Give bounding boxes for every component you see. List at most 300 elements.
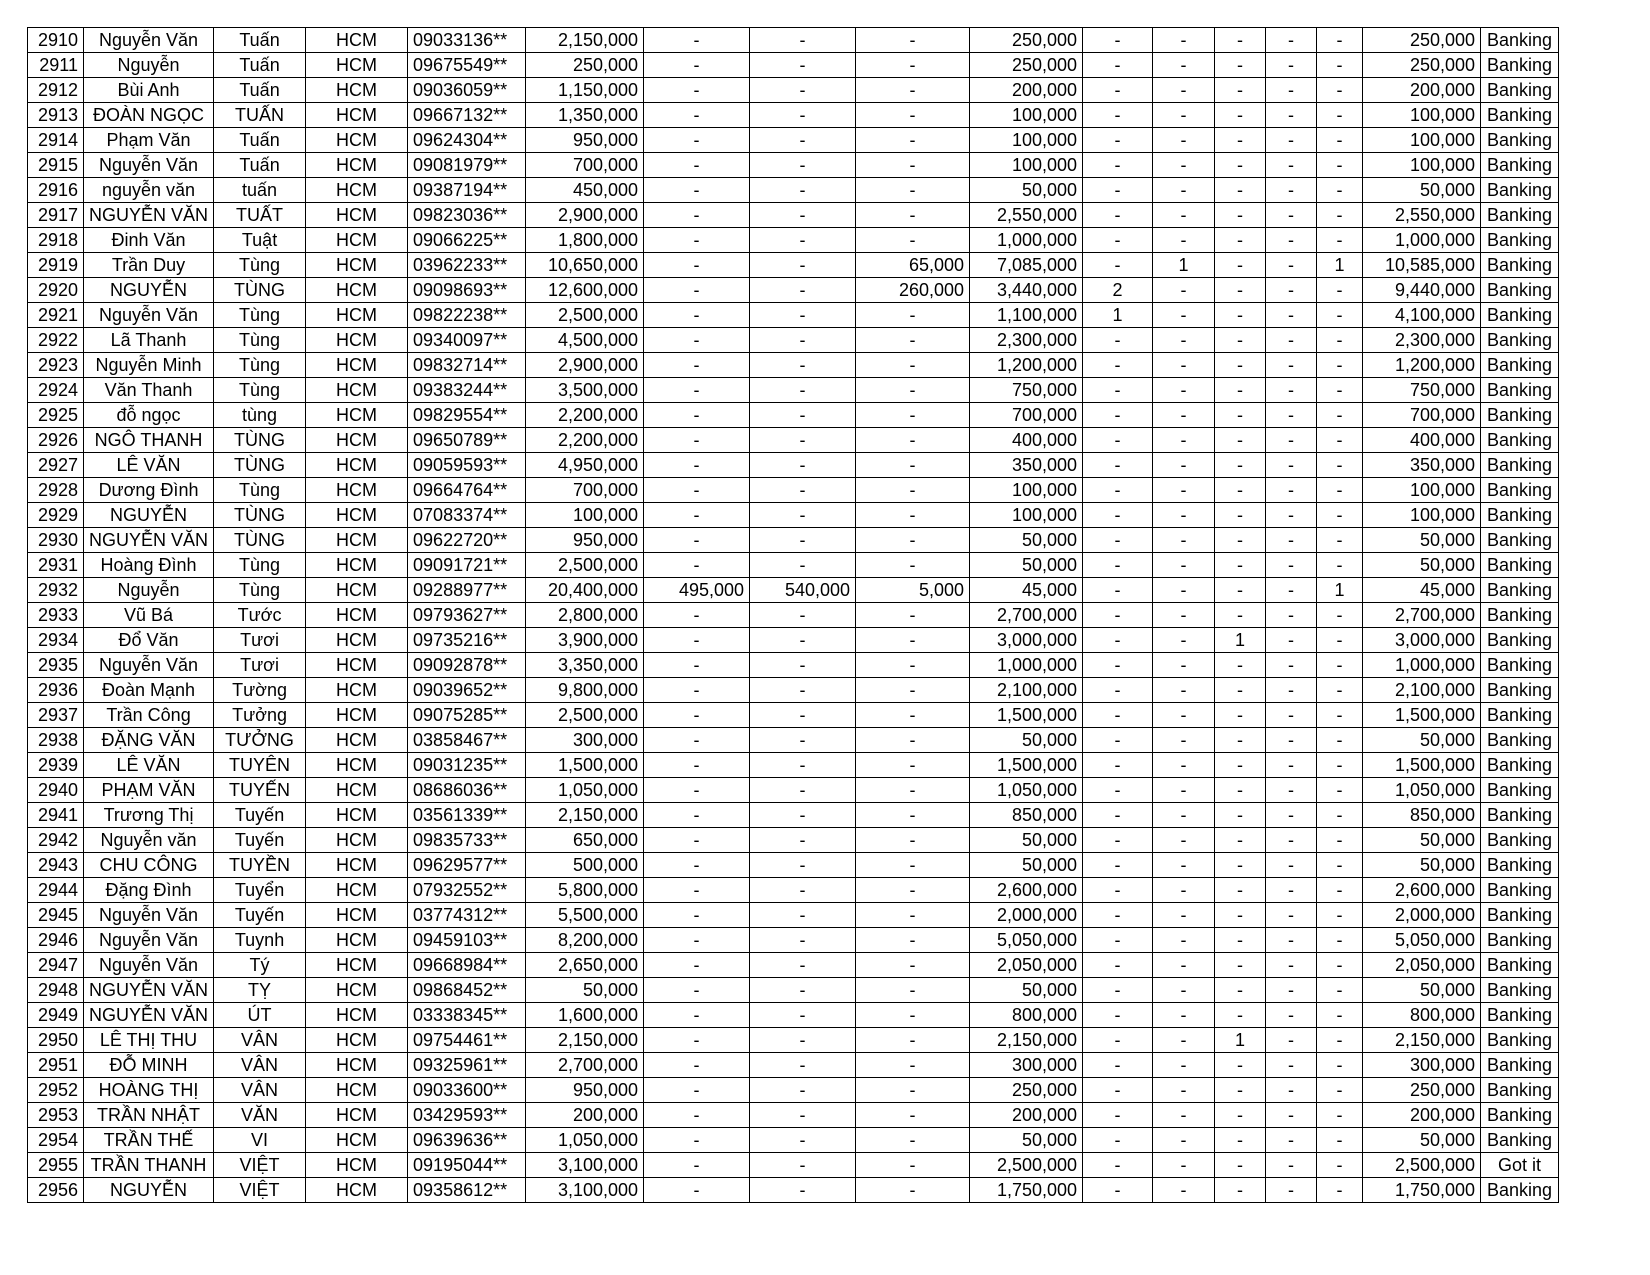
table-row — [28, 353, 1559, 378]
cell-amount: 2,500,000 — [526, 303, 644, 328]
cell-first-name: TUYẾN — [214, 778, 306, 803]
cell-payment-method: Banking — [1481, 703, 1559, 728]
table-row — [28, 728, 1559, 753]
cell-col-h: - — [750, 103, 856, 128]
cell-col-g: - — [644, 1153, 750, 1178]
table-row — [28, 328, 1559, 353]
cell-flag-b: - — [1153, 203, 1215, 228]
cell-flag-e: - — [1317, 528, 1363, 553]
cell-phone: 09667132** — [408, 103, 526, 128]
cell-flag-d: - — [1266, 1078, 1317, 1103]
cell-col-h: - — [750, 1003, 856, 1028]
table-row — [28, 103, 1559, 128]
cell-col-g: - — [644, 1003, 750, 1028]
cell-total-amount: 100,000 — [1363, 128, 1481, 153]
cell-total-amount: 5,050,000 — [1363, 928, 1481, 953]
cell-paid-amount: 50,000 — [970, 528, 1083, 553]
cell-col-h: - — [750, 428, 856, 453]
cell-total-amount: 50,000 — [1363, 553, 1481, 578]
cell-city: HCM — [306, 928, 408, 953]
cell-payment-method: Banking — [1481, 428, 1559, 453]
cell-col-g: - — [644, 778, 750, 803]
cell-col-i: - — [856, 53, 970, 78]
cell-last-middle-name: Đổ Văn — [84, 628, 214, 653]
cell-amount: 1,150,000 — [526, 78, 644, 103]
cell-payment-method: Got it — [1481, 1153, 1559, 1178]
cell-flag-e: - — [1317, 778, 1363, 803]
cell-col-g: - — [644, 1178, 750, 1203]
cell-first-name: TUYÊN — [214, 753, 306, 778]
cell-col-h: - — [750, 1128, 856, 1153]
cell-amount: 300,000 — [526, 728, 644, 753]
cell-payment-method: Banking — [1481, 53, 1559, 78]
cell-flag-b: - — [1153, 1028, 1215, 1053]
table-row — [28, 453, 1559, 478]
cell-amount: 1,050,000 — [526, 1128, 644, 1153]
cell-last-middle-name: NGUYỄN VĂN — [84, 203, 214, 228]
cell-row-number: 2927 — [28, 453, 84, 478]
cell-col-h: - — [750, 903, 856, 928]
cell-paid-amount: 850,000 — [970, 803, 1083, 828]
cell-amount: 700,000 — [526, 153, 644, 178]
cell-col-h: - — [750, 603, 856, 628]
cell-col-h: 540,000 — [750, 578, 856, 603]
table-row — [28, 953, 1559, 978]
cell-flag-d: - — [1266, 1128, 1317, 1153]
cell-city: HCM — [306, 403, 408, 428]
table-row — [28, 78, 1559, 103]
cell-first-name: Tuynh — [214, 928, 306, 953]
table-row — [28, 1078, 1559, 1103]
cell-phone: 09033600** — [408, 1078, 526, 1103]
cell-amount: 650,000 — [526, 828, 644, 853]
cell-amount: 1,500,000 — [526, 753, 644, 778]
cell-flag-e: - — [1317, 303, 1363, 328]
cell-flag-b: - — [1153, 303, 1215, 328]
cell-flag-d: - — [1266, 878, 1317, 903]
cell-flag-c: - — [1215, 228, 1266, 253]
table-row — [28, 1003, 1559, 1028]
cell-flag-b: - — [1153, 328, 1215, 353]
cell-first-name: Tuyến — [214, 803, 306, 828]
cell-payment-method: Banking — [1481, 753, 1559, 778]
cell-flag-d: - — [1266, 178, 1317, 203]
cell-flag-e: - — [1317, 628, 1363, 653]
cell-amount: 950,000 — [526, 1078, 644, 1103]
cell-paid-amount: 1,000,000 — [970, 653, 1083, 678]
cell-flag-a: - — [1083, 228, 1153, 253]
cell-row-number: 2917 — [28, 203, 84, 228]
cell-row-number: 2949 — [28, 1003, 84, 1028]
cell-row-number: 2940 — [28, 778, 84, 803]
cell-last-middle-name: NGÔ THANH — [84, 428, 214, 453]
cell-amount: 3,100,000 — [526, 1153, 644, 1178]
cell-flag-a: - — [1083, 1003, 1153, 1028]
cell-first-name: tùng — [214, 403, 306, 428]
cell-phone: 09629577** — [408, 853, 526, 878]
cell-col-i: - — [856, 1103, 970, 1128]
cell-phone: 09325961** — [408, 1053, 526, 1078]
cell-col-i: - — [856, 203, 970, 228]
table-row — [28, 228, 1559, 253]
cell-paid-amount: 750,000 — [970, 378, 1083, 403]
cell-amount: 12,600,000 — [526, 278, 644, 303]
cell-phone: 03774312** — [408, 903, 526, 928]
cell-first-name: Tước — [214, 603, 306, 628]
cell-total-amount: 1,050,000 — [1363, 778, 1481, 803]
cell-col-i: - — [856, 678, 970, 703]
cell-flag-d: - — [1266, 628, 1317, 653]
cell-phone: 09459103** — [408, 928, 526, 953]
cell-flag-b: - — [1153, 353, 1215, 378]
table-row — [28, 653, 1559, 678]
cell-flag-a: - — [1083, 578, 1153, 603]
cell-col-i: - — [856, 328, 970, 353]
cell-total-amount: 4,100,000 — [1363, 303, 1481, 328]
cell-col-g: - — [644, 28, 750, 53]
cell-col-g: - — [644, 728, 750, 753]
cell-city: HCM — [306, 678, 408, 703]
cell-flag-c: - — [1215, 78, 1266, 103]
cell-total-amount: 250,000 — [1363, 28, 1481, 53]
cell-last-middle-name: LÊ THỊ THU — [84, 1028, 214, 1053]
cell-city: HCM — [306, 728, 408, 753]
cell-flag-c: - — [1215, 1128, 1266, 1153]
cell-col-g: - — [644, 78, 750, 103]
cell-flag-e: - — [1317, 553, 1363, 578]
cell-row-number: 2913 — [28, 103, 84, 128]
cell-flag-c: - — [1215, 978, 1266, 1003]
cell-col-h: - — [750, 328, 856, 353]
cell-flag-c: - — [1215, 28, 1266, 53]
cell-first-name: TÙNG — [214, 428, 306, 453]
cell-col-i: - — [856, 1178, 970, 1203]
cell-flag-e: - — [1317, 1078, 1363, 1103]
cell-paid-amount: 100,000 — [970, 478, 1083, 503]
cell-flag-a: - — [1083, 878, 1153, 903]
cell-flag-d: - — [1266, 203, 1317, 228]
table-row — [28, 1028, 1559, 1053]
cell-col-h: - — [750, 728, 856, 753]
cell-amount: 200,000 — [526, 1103, 644, 1128]
cell-paid-amount: 1,100,000 — [970, 303, 1083, 328]
cell-city: HCM — [306, 653, 408, 678]
cell-flag-a: - — [1083, 528, 1153, 553]
cell-row-number: 2945 — [28, 903, 84, 928]
table-row — [28, 828, 1559, 853]
cell-flag-b: - — [1153, 828, 1215, 853]
cell-col-g: - — [644, 153, 750, 178]
cell-flag-d: - — [1266, 803, 1317, 828]
cell-col-i: - — [856, 1128, 970, 1153]
cell-flag-d: - — [1266, 78, 1317, 103]
cell-city: HCM — [306, 803, 408, 828]
cell-flag-e: - — [1317, 753, 1363, 778]
cell-last-middle-name: ĐOÀN NGỌC — [84, 103, 214, 128]
cell-payment-method: Banking — [1481, 528, 1559, 553]
cell-paid-amount: 1,200,000 — [970, 353, 1083, 378]
cell-flag-b: - — [1153, 728, 1215, 753]
cell-amount: 10,650,000 — [526, 253, 644, 278]
cell-col-g: - — [644, 303, 750, 328]
cell-flag-b: - — [1153, 578, 1215, 603]
cell-last-middle-name: Dương Đình — [84, 478, 214, 503]
table-row — [28, 303, 1559, 328]
cell-amount: 2,800,000 — [526, 603, 644, 628]
cell-col-h: - — [750, 1178, 856, 1203]
cell-payment-method: Banking — [1481, 578, 1559, 603]
cell-total-amount: 800,000 — [1363, 1003, 1481, 1028]
cell-amount: 250,000 — [526, 53, 644, 78]
cell-col-g: - — [644, 478, 750, 503]
cell-phone: 09031235** — [408, 753, 526, 778]
cell-flag-a: - — [1083, 53, 1153, 78]
table-row — [28, 128, 1559, 153]
cell-first-name: Tuấn — [214, 153, 306, 178]
cell-flag-b: - — [1153, 1053, 1215, 1078]
cell-city: HCM — [306, 253, 408, 278]
cell-amount: 700,000 — [526, 478, 644, 503]
cell-last-middle-name: NGUYỄN — [84, 278, 214, 303]
cell-amount: 4,950,000 — [526, 453, 644, 478]
table-row — [28, 428, 1559, 453]
cell-flag-a: - — [1083, 253, 1153, 278]
cell-row-number: 2930 — [28, 528, 84, 553]
cell-flag-e: - — [1317, 378, 1363, 403]
cell-total-amount: 1,750,000 — [1363, 1178, 1481, 1203]
cell-phone: 09066225** — [408, 228, 526, 253]
cell-flag-a: - — [1083, 603, 1153, 628]
cell-flag-b: - — [1153, 403, 1215, 428]
cell-first-name: Tươi — [214, 628, 306, 653]
cell-col-i: - — [856, 828, 970, 853]
cell-flag-b: - — [1153, 903, 1215, 928]
cell-flag-e: 1 — [1317, 578, 1363, 603]
cell-col-h: - — [750, 828, 856, 853]
cell-first-name: VĂN — [214, 1103, 306, 1128]
cell-flag-d: - — [1266, 128, 1317, 153]
cell-payment-method: Banking — [1481, 1053, 1559, 1078]
cell-paid-amount: 800,000 — [970, 1003, 1083, 1028]
cell-paid-amount: 200,000 — [970, 1103, 1083, 1128]
cell-flag-b: - — [1153, 528, 1215, 553]
cell-total-amount: 3,000,000 — [1363, 628, 1481, 653]
cell-col-h: - — [750, 803, 856, 828]
table-row — [28, 603, 1559, 628]
cell-total-amount: 2,550,000 — [1363, 203, 1481, 228]
records-table-body — [28, 28, 1559, 1203]
cell-first-name: TÙNG — [214, 528, 306, 553]
cell-flag-a: - — [1083, 1078, 1153, 1103]
cell-col-h: - — [750, 378, 856, 403]
cell-payment-method: Banking — [1481, 253, 1559, 278]
cell-row-number: 2950 — [28, 1028, 84, 1053]
cell-amount: 2,900,000 — [526, 203, 644, 228]
cell-col-g: - — [644, 703, 750, 728]
cell-amount: 450,000 — [526, 178, 644, 203]
cell-col-g: - — [644, 528, 750, 553]
cell-city: HCM — [306, 78, 408, 103]
cell-flag-c: - — [1215, 253, 1266, 278]
cell-amount: 3,900,000 — [526, 628, 644, 653]
cell-flag-e: - — [1317, 1103, 1363, 1128]
cell-flag-e: - — [1317, 653, 1363, 678]
cell-col-g: - — [644, 628, 750, 653]
cell-flag-d: - — [1266, 678, 1317, 703]
cell-flag-d: - — [1266, 328, 1317, 353]
cell-flag-e: - — [1317, 478, 1363, 503]
cell-flag-b: - — [1153, 28, 1215, 53]
cell-col-i: - — [856, 403, 970, 428]
cell-amount: 5,500,000 — [526, 903, 644, 928]
cell-flag-c: - — [1215, 578, 1266, 603]
cell-flag-a: - — [1083, 953, 1153, 978]
cell-col-i: - — [856, 28, 970, 53]
cell-phone: 09668984** — [408, 953, 526, 978]
cell-col-i: - — [856, 453, 970, 478]
cell-phone: 03561339** — [408, 803, 526, 828]
cell-flag-a: - — [1083, 203, 1153, 228]
cell-first-name: Tùng — [214, 578, 306, 603]
cell-flag-b: - — [1153, 603, 1215, 628]
cell-first-name: VI — [214, 1128, 306, 1153]
cell-payment-method: Banking — [1481, 553, 1559, 578]
cell-flag-e: - — [1317, 803, 1363, 828]
table-row — [28, 853, 1559, 878]
cell-flag-b: - — [1153, 228, 1215, 253]
cell-last-middle-name: TRẦN THẾ — [84, 1128, 214, 1153]
cell-city: HCM — [306, 628, 408, 653]
cell-col-g: - — [644, 553, 750, 578]
cell-col-h: - — [750, 203, 856, 228]
cell-flag-c: - — [1215, 728, 1266, 753]
cell-flag-a: 1 — [1083, 303, 1153, 328]
cell-flag-e: - — [1317, 153, 1363, 178]
cell-amount: 50,000 — [526, 978, 644, 1003]
cell-flag-a: - — [1083, 828, 1153, 853]
cell-row-number: 2931 — [28, 553, 84, 578]
cell-col-h: - — [750, 403, 856, 428]
cell-paid-amount: 1,500,000 — [970, 753, 1083, 778]
cell-col-g: - — [644, 753, 750, 778]
cell-flag-d: - — [1266, 578, 1317, 603]
cell-col-i: - — [856, 1053, 970, 1078]
cell-flag-e: - — [1317, 128, 1363, 153]
cell-payment-method: Banking — [1481, 203, 1559, 228]
cell-amount: 2,700,000 — [526, 1053, 644, 1078]
cell-flag-b: - — [1153, 653, 1215, 678]
cell-flag-e: - — [1317, 53, 1363, 78]
cell-flag-e: - — [1317, 703, 1363, 728]
table-row — [28, 1053, 1559, 1078]
cell-paid-amount: 2,000,000 — [970, 903, 1083, 928]
cell-city: HCM — [306, 378, 408, 403]
cell-col-h: - — [750, 953, 856, 978]
cell-col-i: - — [856, 1028, 970, 1053]
cell-flag-a: - — [1083, 653, 1153, 678]
cell-total-amount: 2,050,000 — [1363, 953, 1481, 978]
cell-payment-method: Banking — [1481, 1103, 1559, 1128]
cell-flag-c: - — [1215, 528, 1266, 553]
cell-first-name: TUẤT — [214, 203, 306, 228]
cell-city: HCM — [306, 503, 408, 528]
table-row — [28, 553, 1559, 578]
cell-last-middle-name: Đinh Văn — [84, 228, 214, 253]
cell-city: HCM — [306, 103, 408, 128]
cell-phone: 09036059** — [408, 78, 526, 103]
cell-total-amount: 250,000 — [1363, 1078, 1481, 1103]
cell-first-name: Tuấn — [214, 53, 306, 78]
cell-flag-c: - — [1215, 403, 1266, 428]
cell-total-amount: 300,000 — [1363, 1053, 1481, 1078]
cell-flag-e: - — [1317, 453, 1363, 478]
cell-last-middle-name: Nguyễn Văn — [84, 903, 214, 928]
cell-first-name: VIỆT — [214, 1153, 306, 1178]
cell-city: HCM — [306, 128, 408, 153]
cell-payment-method: Banking — [1481, 353, 1559, 378]
cell-row-number: 2947 — [28, 953, 84, 978]
cell-phone: 09195044** — [408, 1153, 526, 1178]
cell-paid-amount: 45,000 — [970, 578, 1083, 603]
cell-col-g: - — [644, 603, 750, 628]
cell-city: HCM — [306, 353, 408, 378]
cell-row-number: 2956 — [28, 1178, 84, 1203]
cell-total-amount: 50,000 — [1363, 728, 1481, 753]
cell-total-amount: 850,000 — [1363, 803, 1481, 828]
cell-flag-d: - — [1266, 978, 1317, 1003]
cell-row-number: 2942 — [28, 828, 84, 853]
cell-col-g: - — [644, 178, 750, 203]
table-row — [28, 1103, 1559, 1128]
cell-payment-method: Banking — [1481, 928, 1559, 953]
cell-city: HCM — [306, 578, 408, 603]
cell-first-name: Tuật — [214, 228, 306, 253]
cell-row-number: 2936 — [28, 678, 84, 703]
cell-city: HCM — [306, 1103, 408, 1128]
cell-row-number: 2921 — [28, 303, 84, 328]
cell-amount: 2,200,000 — [526, 428, 644, 453]
cell-phone: 09622720** — [408, 528, 526, 553]
cell-flag-d: - — [1266, 228, 1317, 253]
cell-col-h: - — [750, 478, 856, 503]
cell-col-g: - — [644, 1028, 750, 1053]
cell-col-g: - — [644, 428, 750, 453]
cell-col-i: - — [856, 853, 970, 878]
cell-flag-b: - — [1153, 1128, 1215, 1153]
cell-col-i: - — [856, 928, 970, 953]
cell-flag-c: - — [1215, 778, 1266, 803]
cell-flag-e: - — [1317, 178, 1363, 203]
cell-flag-c: - — [1215, 653, 1266, 678]
cell-flag-b: - — [1153, 803, 1215, 828]
cell-phone: 09675549** — [408, 53, 526, 78]
cell-col-h: - — [750, 528, 856, 553]
cell-col-h: - — [750, 78, 856, 103]
cell-last-middle-name: Nguyễn Văn — [84, 953, 214, 978]
cell-amount: 950,000 — [526, 528, 644, 553]
cell-flag-d: - — [1266, 353, 1317, 378]
cell-col-g: - — [644, 403, 750, 428]
cell-flag-d: - — [1266, 1028, 1317, 1053]
cell-row-number: 2935 — [28, 653, 84, 678]
cell-payment-method: Banking — [1481, 903, 1559, 928]
cell-row-number: 2953 — [28, 1103, 84, 1128]
cell-col-i: - — [856, 1003, 970, 1028]
cell-flag-b: - — [1153, 1153, 1215, 1178]
cell-phone: 09081979** — [408, 153, 526, 178]
cell-paid-amount: 50,000 — [970, 178, 1083, 203]
cell-flag-c: - — [1215, 828, 1266, 853]
